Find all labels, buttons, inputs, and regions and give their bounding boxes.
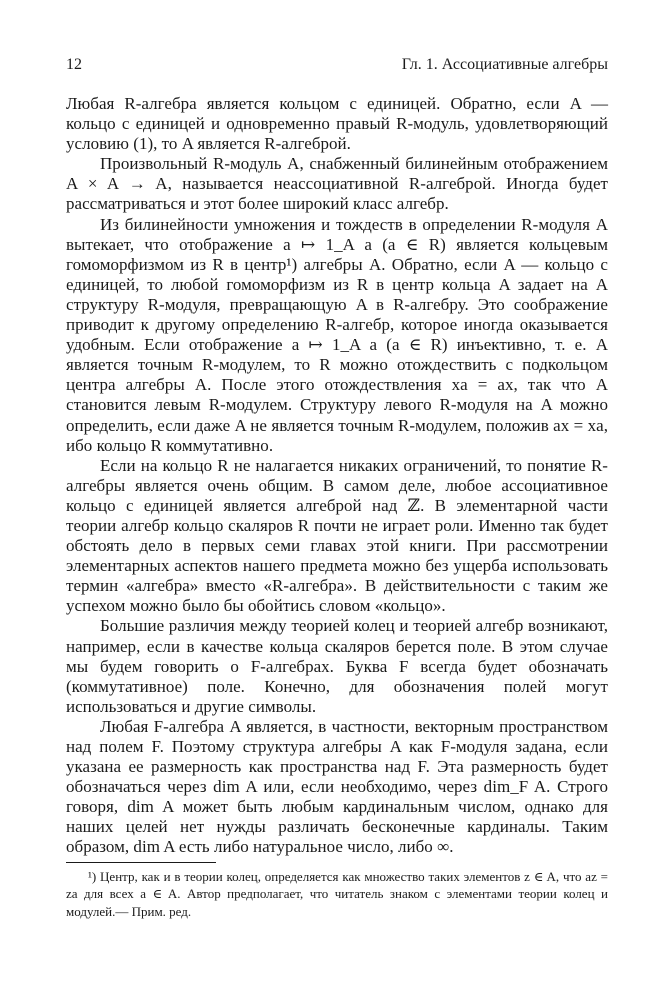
running-head: Гл. 1. Ассоциативные алгебры bbox=[401, 56, 608, 73]
body-text bbox=[66, 94, 608, 858]
footnote: ¹) Центр, как и в теории колец, определяется как множество таких элементов z ∈ A, что az = za для всех a ∈ A. Автор предполагает, что читатель знаком с элементами теории колец и модулей.— Прим. ред. bbox=[66, 869, 608, 919]
paragraph-3: Из билинейности умножения и тождеств в определении R-модуля A вытекает, что отображение a ↦ 1_A a (a ∈ R) является кольцевым гомоморфизмом из R в центр¹) алгебры A. Обратно, если A — кольцо с единицей, то любой гомоморфизм из R в центр кольца A задает на A структуру R-модуля, превращающую A в R-алгебру. Это соображение приводит к другому определению R-алгебр, которое иногда оказывается удобным. Если отображение a ↦ 1_A a (a ∈ R) инъективно, т. е. A является точным R-модулем, то R можно отождествить с подкольцом центра алгебры A. После этого отождествления xa = ax, так что A становится левым R-модулем. Структуру левого R-модуля на A можно определить, если даже A не является точным R-модулем, положив ax = xa, ибо кольцо R коммутативно. bbox=[66, 214, 608, 455]
paragraph-1: Любая R-алгебра является кольцом с единицей. Обратно, если A — кольцо с единицей и одновременно правый R-модуль, удовлетворяющий условию (1), то A является R-алгеброй. bbox=[66, 94, 608, 154]
paragraph-6: Любая F-алгебра A является, в частности, векторным пространством над полем F. Поэтому структура алгебры A как F-модуля задана, если указана ее размерность как пространства над F. Эта размерность будет обозначаться через dim A или, если необходимо, через dim_F A. Строго говоря, dim A может быть любым кардинальным числом, однако для наших целей нет нужды различать бесконечные кардиналы. Таким образом, dim A есть либо натуральное число, либо ∞. bbox=[66, 716, 608, 857]
page-number: 12 bbox=[66, 56, 82, 73]
paragraph-5: Большие различия между теорией колец и теорией алгебр возникают, например, если в качестве кольца скаляров берется поле. В этом случае мы будем говорить о F-алгебрах. Буква F всегда будет обозначать (коммутативное) поле. Конечно, для обозначения полей могут использоваться и другие символы. bbox=[66, 616, 608, 716]
footnote-rule bbox=[66, 862, 216, 863]
paragraph-4: Если на кольцо R не налагается никаких ограничений, то понятие R-алгебры является очень общим. В самом деле, любое ассоциативное кольцо с единицей является алгеброй над ℤ. В элементарной части теории алгебр кольцо скаляров R почти не играет роли. Именно так будет обстоять дело в первых семи главах этой книги. При рассмотрении элементарных аспектов нашего предмета можно без ущерба использовать термин «алгебра» вместо «R-алгебра». В действительности с таким же успехом можно было бы обойтись словом «кольцо». bbox=[66, 455, 608, 616]
paragraph-2: Произвольный R-модуль A, снабженный билинейным отображением A × A → A, называется неассоциативной R-алгеброй. Иногда будет рассматриваться и этот более широкий класс алгебр. bbox=[66, 154, 608, 214]
page-header bbox=[66, 56, 608, 78]
